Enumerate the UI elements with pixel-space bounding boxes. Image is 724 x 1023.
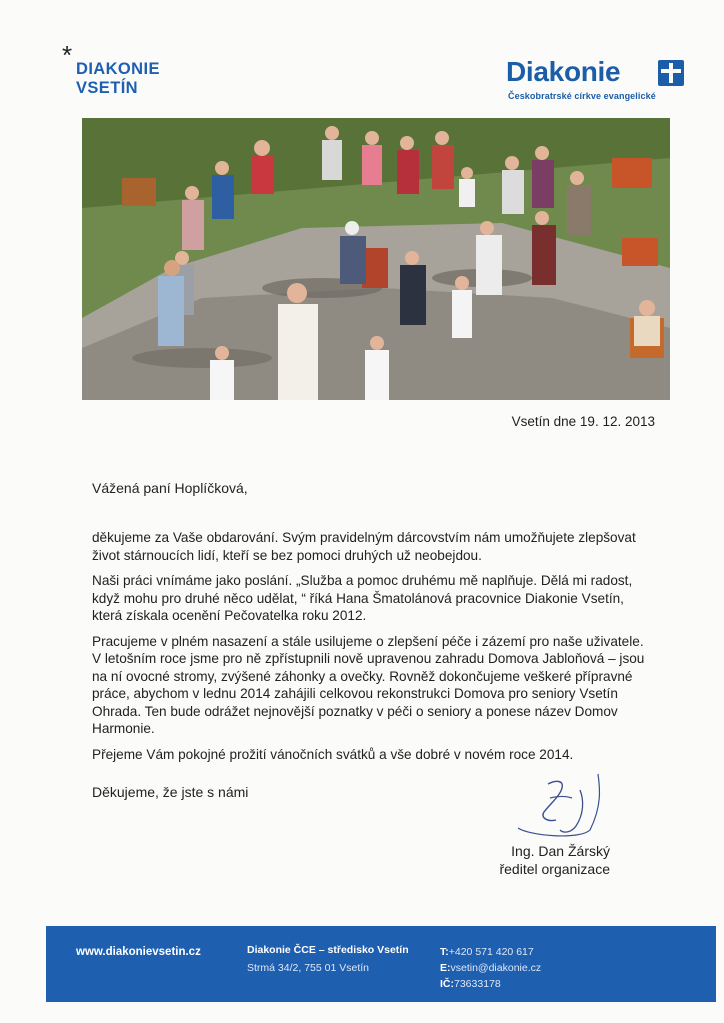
ic-row [440,976,541,992]
signer-title: ředitel organizace [499,861,610,877]
salutation: Vážená paní Hoplíčková, [92,480,248,496]
phone-row [440,944,541,960]
cross-icon [658,60,684,86]
letter-body [92,529,652,771]
logo-right-brand: Diakonie [506,56,621,87]
logo-right-subtitle: Českobratrské církve evangelické [508,91,656,101]
ic-value: 73633178 [454,978,501,990]
email-value[interactable]: vsetin@diakonie.cz [450,962,542,974]
asterisk-icon: * [62,40,73,70]
phone-label: T: [440,946,449,958]
paragraph: Naši práci vnímáme jako poslání. „Služba a pomoc druhému mě naplňuje. Dělá mi radost, když mohu pro druhé něco udělat, “ říká Hana Šmatolánová pracovnice Diakonie Vsetín, která získala ocenění Pečovatelka roku 2012. [92,573,633,623]
logo-left-line1: DIAKONIE [76,60,160,78]
signer-block [499,842,610,878]
ic-label: IČ: [440,978,454,990]
footer-bar [46,926,716,1002]
closing-line: Děkujeme, že jste s námi [92,784,249,800]
phone-value[interactable]: +420 571 420 617 [448,946,534,958]
footer-org: Diakonie ČCE – středisko Vsetín [247,944,409,956]
letter-date: Vsetín dne 19. 12. 2013 [511,414,655,429]
handwritten-signature [510,770,620,840]
diakonie-cce-logo [506,58,686,106]
website-link[interactable]: www.diakonievsetin.cz [76,946,201,958]
footer-contacts [440,944,541,992]
email-row [440,960,541,976]
paragraph: Přejeme Vám pokojné prožití vánočních svátků a vše dobré v novém roce 2014. [92,746,574,762]
paragraph: Pracujeme v plném nasazení a stále usilujeme o zlepšení péče i zázemí pro naše uživatele. V letošním roce jsme pro ně zpřístupnili nově upravenou zahradu Domova Jabloňová – jsou na ní ovocné stromy, zvýšené záhonky a ovečky. Rovněž dokončujeme veškeré přípravné práce, abychom v lednu 2014 zahájili celkovou rekonstrukci Domova pro seniory Vsetín Ohrada. Ten bude odrážet nejnovější poznatky v péči o seniory a ponese název Domov Harmonie. [92,633,645,736]
logo-left-line2: VSETÍN [76,79,138,97]
paragraph: děkujeme za Vaše obdarování. Svým pravidelným dárcovstvím nám umožňujete zlepšovat život stárnoucích lidí, kteří se bez pomoci druhých už neobejdou. [92,530,636,563]
footer-address: Strmá 34/2, 755 01 Vsetín [247,962,369,974]
email-label: E: [440,962,451,974]
garden-party-photo [82,118,670,400]
signer-name: Ing. Dan Žárský [511,843,610,859]
